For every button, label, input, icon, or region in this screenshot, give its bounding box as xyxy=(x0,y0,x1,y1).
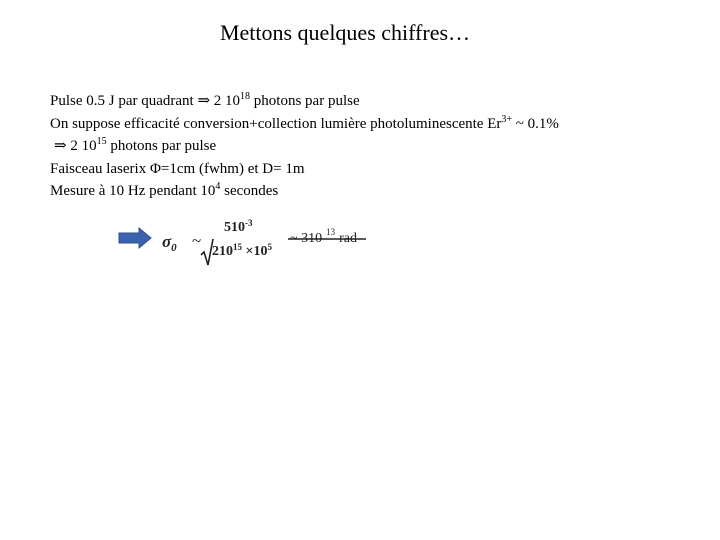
text-line-measure: Mesure à 10 Hz pendant $10^4$ secondes xyxy=(50,181,279,199)
formula-denominator: $210^{15} \times 10^5$ xyxy=(212,242,272,259)
text-line-pulse: Pulse 0.5 J par quadrant ⇒ 2 $10^{18}$ photons par pulse xyxy=(50,91,360,109)
slide-title: Mettons quelques chiffres… xyxy=(219,20,471,45)
formula xyxy=(162,218,392,268)
right-arrow-icon xyxy=(118,227,152,249)
text-line-photons: ⇒ 2 $10^{15}$ photons par pulse xyxy=(54,136,217,154)
formula-numerator: $510^{-3}$ xyxy=(224,218,253,235)
body-text xyxy=(50,90,700,203)
formula-result: ~ 310 $^{13}$ rad xyxy=(290,227,357,246)
formula-lhs: $\sigma_0$ xyxy=(162,232,177,254)
text-line-beam: Faisceau laserix Φ=1cm (fwhm) et D= 1m xyxy=(50,160,305,177)
formula-tilde: ~ xyxy=(192,231,202,250)
text-line-efficiency: On suppose efficacité conversion+collection lumière photoluminescente $Er^{3+}$ ~ 0.1% xyxy=(50,113,559,132)
